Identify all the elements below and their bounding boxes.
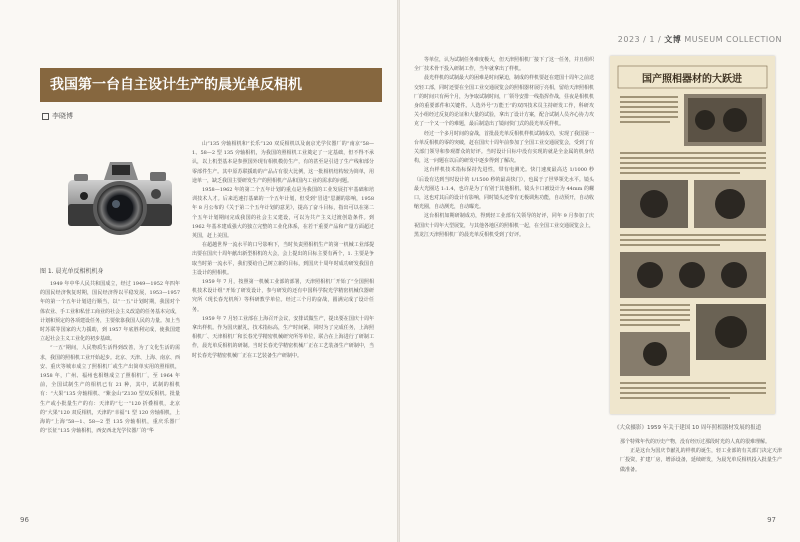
paragraph: “一五”期间，人民物质生活得到改善，为了文化生活的需求，我国的照相机工业开始起步。北京、天津、上海、南京、西安、重庆等城市成立了照相机厂或生产出简单实用的照相机，1958 年，广州、福州也相继成立了照相机厂，至 1964 年前，全国试制生产的相机已有 21 种，其中，试制的相机有：“大果”135 旁轴相机、“紫金山”Z130 型双反相机。批量生产或小批量生产的有：天津的“七一”120 折叠相机，北京的“大果”120 双反相机，天津的“幸福”1 型 120 旁轴相机，上海的“上海”58—1、58—2 型 135 旁轴相机，重庆乐器厂的“长征”135 旁轴相机，西安西北光学仪器厂的“华 <box>40 345 180 435</box>
header-section: MUSEUM COLLECTION <box>681 35 782 44</box>
author-line <box>42 111 73 121</box>
paragraph: 这台相机如期研制成功，得到轻工业部有关领导的好评，同年 9 月参加了庆祝国庆十周年大型展览，与其他各地区的照相机一起，在全国工业交通展览会上，黑龙江天津照相机厂的晨光单反相机受到了好评。 <box>414 213 594 238</box>
article-title: 我国第一台自主设计生产的晨光单反相机 <box>50 77 302 93</box>
page-number-right: 97 <box>767 516 776 524</box>
paragraph: 那个特殊年代的历史产物，没有经历过那段时光的人真的很难理解。 <box>620 439 771 445</box>
paragraph: 1959 年 7 月，按照第一机械工业部的部署，天津照相机厂开始了“全国照相机技术设计组”开始了研发设计，参与研发的还有中国科学院光学精密机械仪器研究所（现长春光机所）等科研教学单位。经过三个月的奋战，圆满完成了设计任务。 <box>192 279 374 313</box>
author-name: 李晓博 <box>52 112 73 120</box>
text-column-2 <box>192 140 374 512</box>
header-journal: 文博 <box>664 35 682 44</box>
clipping-headline: 国产照相器材的大跃进 <box>642 74 742 85</box>
header-issue: 2023 / 1 / <box>617 35 665 44</box>
running-header <box>618 34 782 45</box>
paragraph: 在超越世界一流水平的口号影响下，当时负责照相机生产的第一机械工业部提出要在国庆十周年献出新型相机的大会，会上提出的目标主要有两个，1. 主要是争取当时第一流水平，我们要给自己树立新的目标，到国庆十周年时成功研发我国自主设计的照相机。 <box>192 242 374 276</box>
clipping-artwork <box>610 56 775 414</box>
figure2-caption: 《大众摄影》1959 年关于建国 10 周年照相器材发展的报道 <box>614 425 762 431</box>
text-column-1 <box>40 280 180 512</box>
text-column-4 <box>620 438 782 518</box>
title-bar <box>40 68 382 102</box>
paragraph: 1958—1962 年的第二个五年计划的重点是为我国的工业发展打牢基础和培训技术人才。后来迅速打基础的一个五年计划，但受到“冒进”思潮的影响，1958 年 8 月公布的《关于第二个五年计划的意见》，提高了奋斗目标，指出可以在第二个五年计划期间完成我国的社会主义建设，可以为共产主义过渡创造条件。到 1962 年基本建成强大的独立完整的工业化体系，在若干重要产品和产量方面超过英国，赶上美国。 <box>192 187 374 240</box>
paragraph: 经过一个多月时间的奋战，首批晨光单反相机样机试制成功，实现了我国第一台单反相机的零的突破，赶在国庆十周年前参加了全国工业交通展览会，受到了有关部门领导和参观群众的好评。当时设计目标中没有实现的就是全金属的机身结构，这一问题在以后的研发中逐步得到了解决。 <box>414 130 594 165</box>
paragraph: 这台样机技术指标保持先进性，带有电测光。快门速度最高达 1/1000 秒（后设有达到当时设计的 1/1500 秒的最高快门），也属于了世界领先水平。镜头最大光圈达 1:1.4，也许是为了有别于其他相机，镜头卡口被设计为 44mm 的螺口，这也对其后的设计有影响，同时镜头还带有无极调焦功能，自动预开，自动收缩光圈，自动测光，自动曝光。 <box>414 167 594 211</box>
paragraph: 1959 年 7 月轻工业部在上海召开会议，安排试做生产，提出要在国庆十周年拿出样机。作为国庆献礼，技术指标高，生产时间紧，同时为了完成任务，上海照相机厂、天津相机厂和长春光学精密机械研究所等单位，联合在上海进行了研制工作，晨光单反相机的研制。当时长春光学精密机械厂正在工艺装备生产研制中，当时长春光学精密机械厂正在工艺装备生产研制中。 <box>192 315 374 359</box>
paragraph: 晨光样机的试制最大的困难是时间紧迫，制成的样机要赶在建国十周年之前送交轻工部，同时还要在全国工业交通展览会的照相器材展厅亮相，留给天津照相机厂的时间只有两个月，为争取试制时间，厂领导安排一线指挥作战，昼夜是相机机身的重要部件和关键件。人选外号“万能王”的双四技术员主持研发工作，科研攻关小组经过反复的论证和大量的试验，拿出了设计方案，配合试制人员齐心协力攻克了一个又一个的难题，最后制造出了镜间快门式的晨光单反样机。 <box>414 75 594 128</box>
paragraph: 1949 年中华人民共和国成立，经过 1949—1952 年四年的国民经济恢复时期，国民经济得以平稳发展，1953—1957 年的第一个五年计划进行顺当，以“一五”计划时期，我国对个体农业、手工业和私营工商业的社会主义改造的任务基本完成，计划和预定的各项建设任务，主要依靠我国人民的力量。加上当时苏联等国家的大力援助，到 1957 年底胜利完成，使我国建立起社会主义工业化的初步基础。 <box>40 281 180 343</box>
page-number-left: 96 <box>20 516 29 524</box>
author-square-icon <box>42 113 49 120</box>
text-column-3 <box>414 56 594 516</box>
figure1-caption: 图 1. 晨光单反相机机身 <box>40 268 104 275</box>
magazine-clipping-image <box>610 56 775 414</box>
left-page <box>0 0 397 542</box>
camera-photo <box>64 148 176 248</box>
paragraph: 山”135 旁轴相机和“长乐”120 双反相机以及南京光学仪器厂的“南京”58—1、58—2 型 135 旁轴相机，为我国的照相机工业奠定了一定基础，但不得不承认，以上机型基本是参照国外现有相机模仿生产，有的甚至是引进了生产线和部分零部件生产。其中原苏联援助的产品占有很大比例，这一批相机结构较为简单，用途单一，缺乏我国主要研发生产的照相机产品和国内工业的需求的问题。 <box>192 141 374 184</box>
paragraph: 等单位，认为试制任务难度极大，但天津照相机厂接下了这一任务，并且组织全厂技术骨干投入研制工作，当年就拿出了样机。 <box>414 57 594 73</box>
paragraph: 正是这台为国庆节献礼的样机的诞生，轻工业部的有关部门决定天津厂投资，扩建厂房，增添设备，延续研发，为晨光单反相机投入批量生产做准备。 <box>620 448 782 473</box>
